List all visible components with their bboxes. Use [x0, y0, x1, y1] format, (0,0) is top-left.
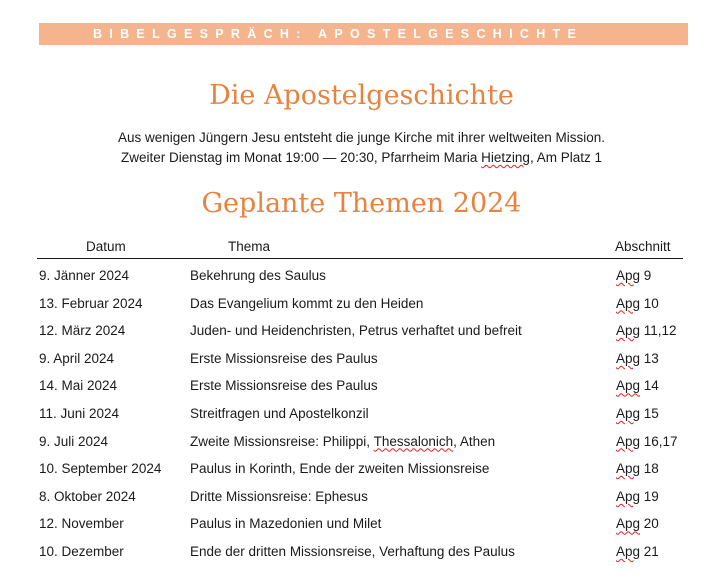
- row-section: [616, 349, 659, 369]
- row-topic: Erste Missionsreise des Paulus: [190, 378, 378, 394]
- schedule-table: [0, 263, 723, 567]
- section-ref: 18: [640, 461, 659, 477]
- row-section: [616, 404, 659, 424]
- row-date: 9. April 2024: [39, 350, 115, 366]
- table-row: [0, 539, 723, 567]
- section-ref: 19: [640, 488, 659, 504]
- row-section: [616, 514, 659, 534]
- schedule-heading: Geplante Themen 2024: [201, 188, 522, 219]
- section-book: Apg: [616, 433, 641, 449]
- column-header-date: Datum: [86, 239, 126, 254]
- section-book: Apg: [616, 268, 641, 283]
- row-date: 13. Februar 2024: [39, 295, 143, 311]
- topic-start: Zweite Missionsreise: Philippi,: [190, 433, 374, 449]
- topic-end: , Athen: [453, 433, 496, 449]
- table-row: [0, 429, 723, 457]
- row-section: [616, 432, 678, 452]
- row-date: 8. Oktober 2024: [39, 488, 136, 504]
- intro-place-name: Hietzing: [481, 150, 530, 165]
- section-ref: 21: [640, 543, 659, 559]
- intro-line-2-end: , Am Platz 1: [529, 150, 602, 165]
- row-topic: Streitfragen und Apostelkonzil: [190, 405, 369, 421]
- table-row: [0, 346, 723, 374]
- section-book: Apg: [616, 405, 641, 421]
- row-date: 12. November: [39, 516, 124, 532]
- row-section: [616, 266, 651, 286]
- row-date: 9. Jänner 2024: [39, 268, 130, 283]
- section-ref: 11,12: [640, 323, 677, 339]
- row-topic: Das Evangelium kommt zu den Heiden: [190, 295, 424, 311]
- table-row: [0, 318, 723, 346]
- row-topic: Ende der dritten Missionsreise, Verhaftung des Paulus: [190, 543, 515, 559]
- table-row: [0, 484, 723, 512]
- row-section: [616, 294, 659, 314]
- document-title: Die Apostelgeschichte: [209, 80, 514, 111]
- row-section: [616, 321, 677, 341]
- row-section: [616, 376, 659, 396]
- section-book: Apg: [616, 516, 641, 532]
- row-topic: Paulus in Mazedonien und Milet: [190, 516, 382, 532]
- row-topic: Dritte Missionsreise: Ephesus: [190, 488, 368, 504]
- section-ref: 15: [640, 405, 659, 421]
- table-row: [0, 511, 723, 539]
- table-row: [0, 401, 723, 429]
- section-book: Apg: [616, 378, 641, 394]
- row-date: 10. Dezember: [39, 543, 124, 559]
- intro-line-2-start: Zweiter Dienstag im Monat 19:00 — 20:30, Pfarrheim Maria: [121, 150, 482, 165]
- row-section: [616, 542, 659, 562]
- section-ref: 10: [640, 295, 659, 311]
- column-header-topic: Thema: [228, 239, 271, 254]
- section-book: Apg: [616, 295, 641, 311]
- row-date: 14. Mai 2024: [39, 378, 118, 394]
- section-book: Apg: [616, 323, 641, 339]
- section-book: Apg: [616, 350, 641, 366]
- row-topic: Paulus in Korinth, Ende der zweiten Missionsreise: [190, 461, 490, 477]
- row-topic: Juden- und Heidenchristen, Petrus verhaftet und befreit: [190, 323, 522, 339]
- intro-text: [0, 128, 723, 168]
- row-date: 9. Juli 2024: [39, 433, 109, 449]
- section-book: Apg: [616, 488, 641, 504]
- section-book: Apg: [616, 543, 641, 559]
- section-ref: 9: [640, 268, 652, 283]
- row-date: 12. März 2024: [39, 323, 126, 339]
- row-section: [616, 487, 659, 507]
- row-date: 11. Juni 2024: [39, 405, 120, 421]
- row-topic: Erste Missionsreise des Paulus: [190, 350, 378, 366]
- intro-line-1: Aus wenigen Jüngern Jesu entsteht die junge Kirche mit ihrer weltweiten Mission.: [117, 130, 605, 145]
- column-header-section: Abschnitt: [615, 239, 671, 254]
- section-ref: 14: [640, 378, 659, 394]
- table-row: [0, 373, 723, 401]
- section-ref: 20: [640, 516, 659, 532]
- table-row: [0, 291, 723, 319]
- topic-place-name: Thessalonich: [373, 433, 454, 449]
- table-header: [37, 238, 683, 259]
- row-date: 10. September 2024: [39, 461, 162, 477]
- intro-line-2: [0, 148, 723, 168]
- header-banner: BIBELGESPRÄCH: APOSTELGESCHICHTE: [39, 23, 688, 45]
- row-topic: [190, 432, 495, 452]
- section-ref: 16,17: [640, 433, 678, 449]
- row-section: [616, 459, 659, 479]
- section-ref: 13: [640, 350, 659, 366]
- section-book: Apg: [616, 461, 641, 477]
- row-topic: Bekehrung des Saulus: [190, 268, 326, 283]
- table-row: [0, 263, 723, 291]
- table-row: [0, 456, 723, 484]
